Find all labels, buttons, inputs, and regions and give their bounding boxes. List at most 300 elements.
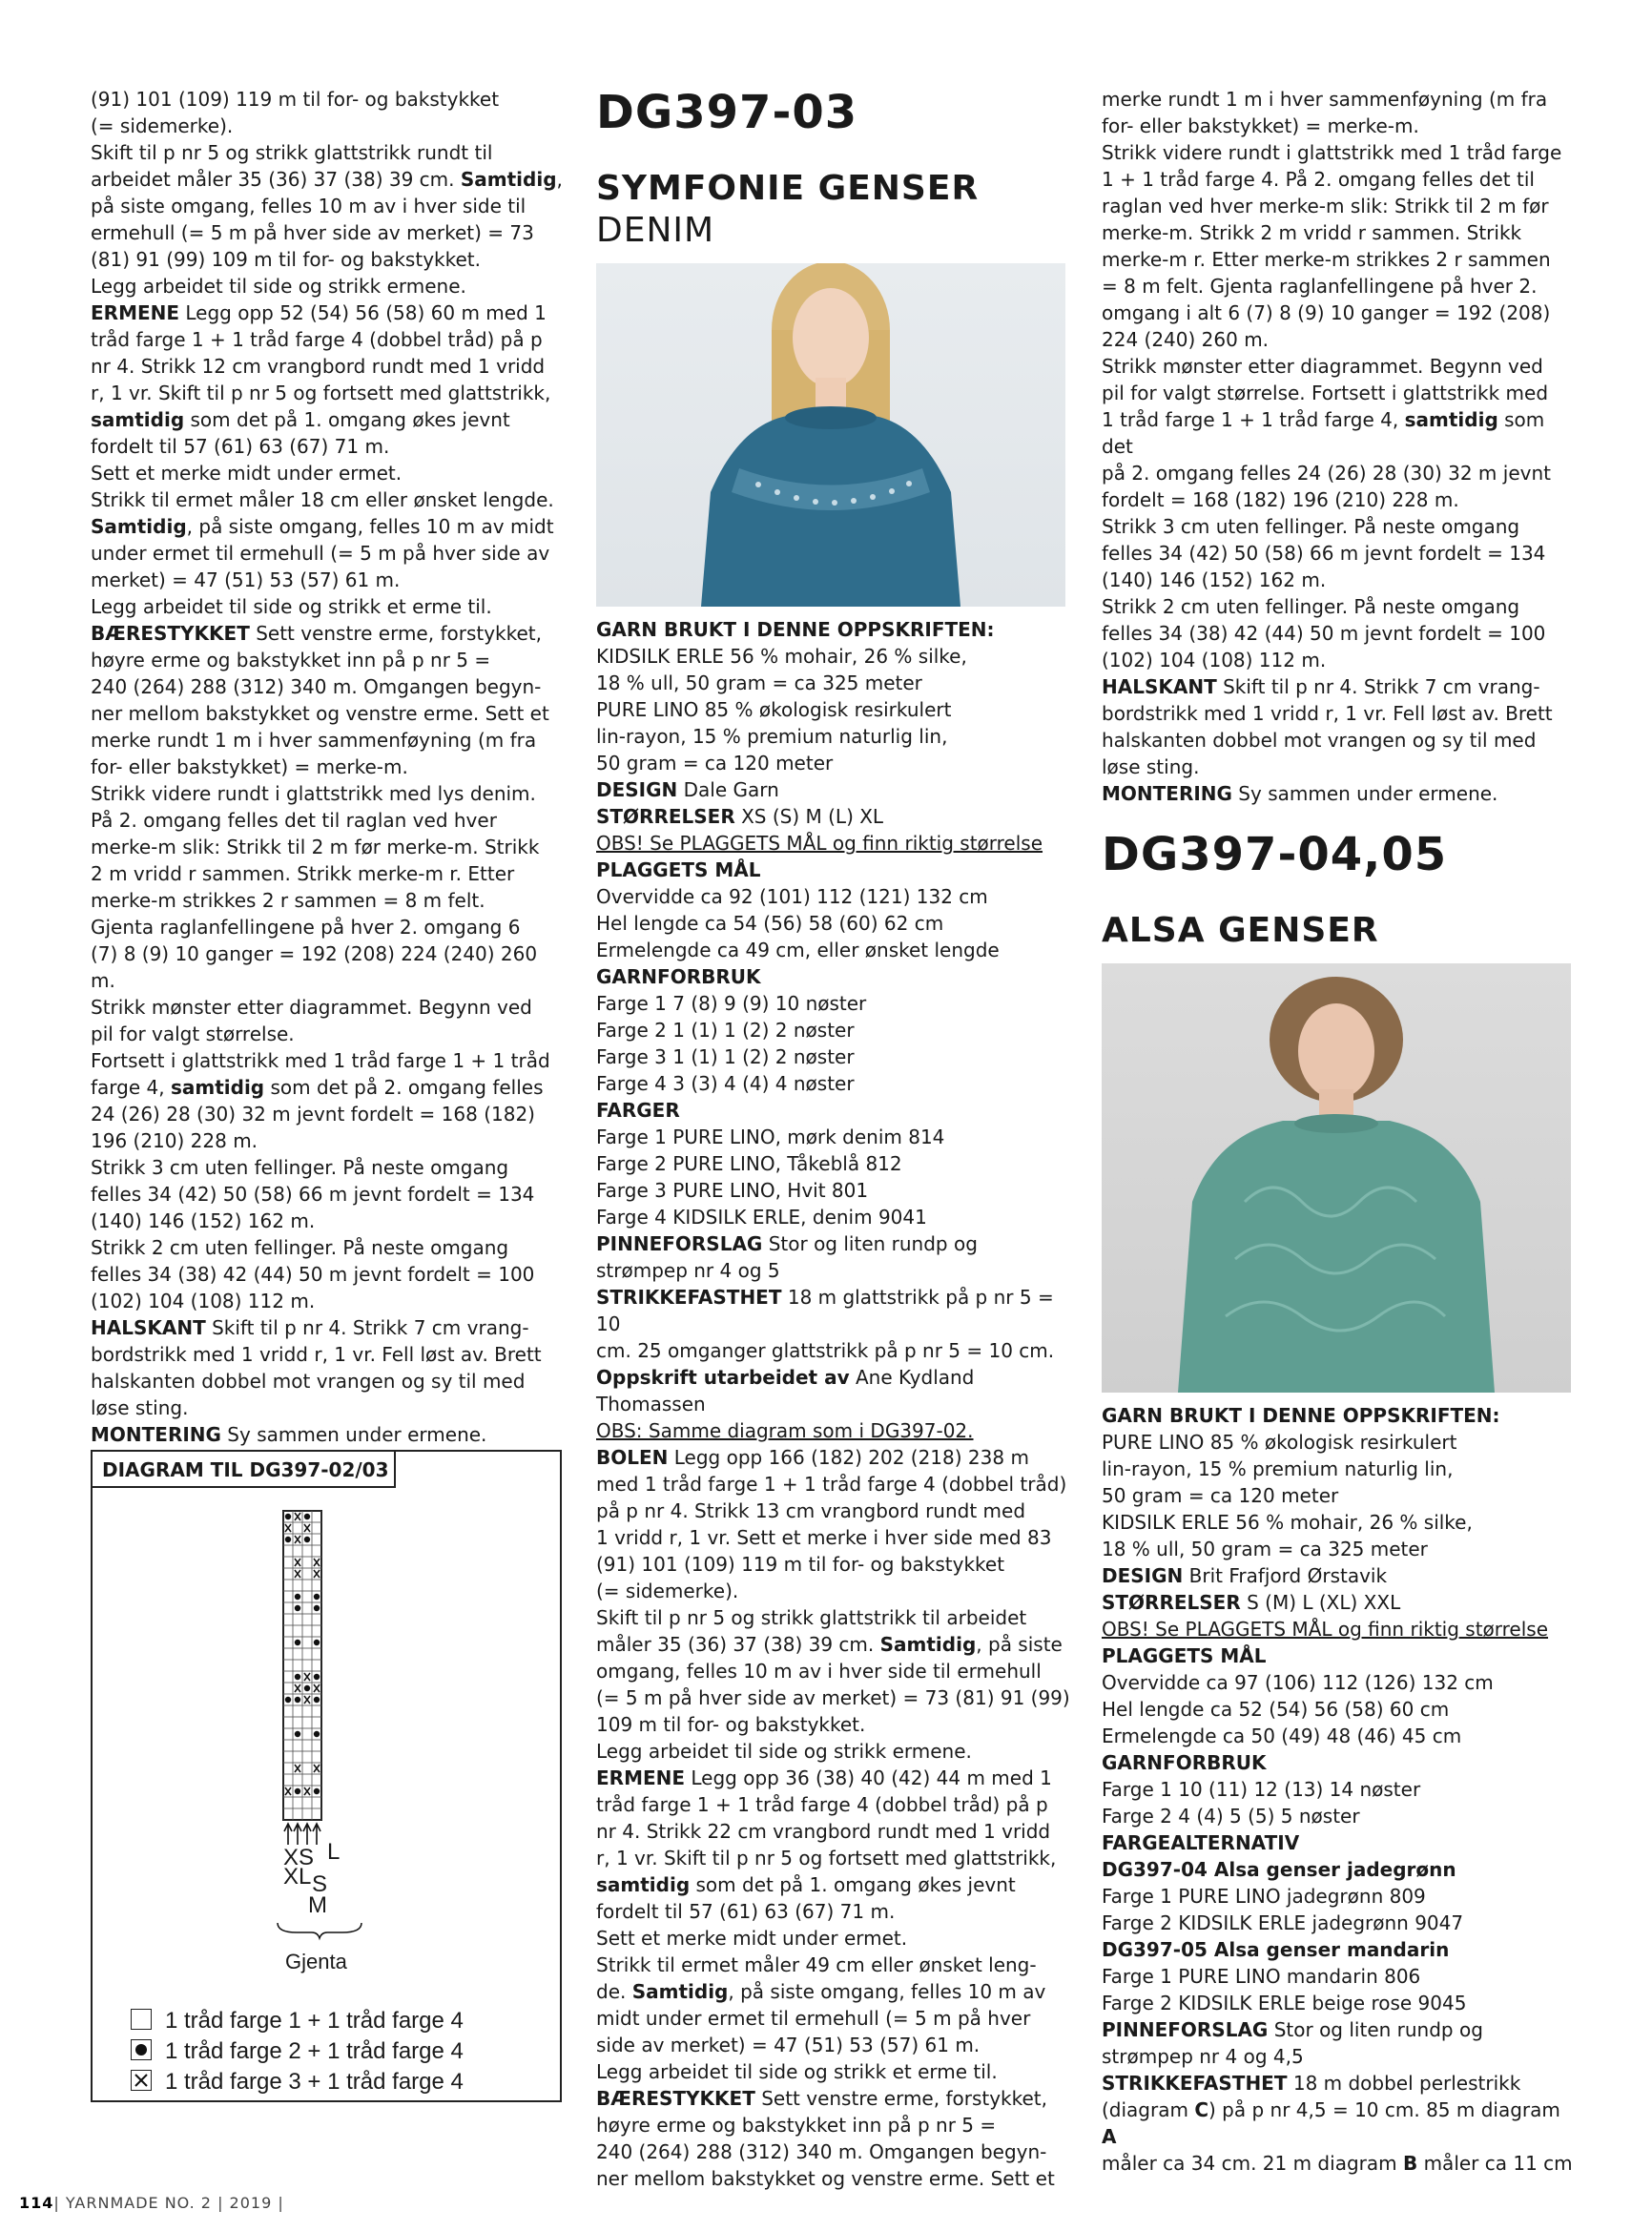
chart-cell xyxy=(283,1717,293,1728)
text-line: Skift til p nr 5 og strikk glattstrikk til arbeidet xyxy=(596,1606,1027,1629)
text-line: fordelt = 168 (182) 196 (210) 228 m. xyxy=(1102,488,1459,511)
text-line: måler ca 34 cm. 21 m diagram B måler ca 11 cm xyxy=(1102,2152,1573,2175)
text-line: OBS: Samme diagram som i DG397-02. xyxy=(596,1419,974,1442)
chart-cell xyxy=(283,1591,293,1602)
pattern-info-text-alsa xyxy=(1102,1402,1579,2177)
chart-cell xyxy=(283,1671,293,1683)
text-line: OBS! Se PLAGGETS MÅL og finn riktig størrelse xyxy=(1102,1618,1549,1641)
chart-cross xyxy=(304,1673,310,1681)
chart-dot xyxy=(304,1537,310,1542)
text-line: Farge 4 KIDSILK ERLE, denim 9041 xyxy=(596,1206,927,1229)
text-line: 1 tråd farge 1 + 1 tråd farge 4, samtidig som det xyxy=(1102,408,1545,458)
size-label-xs: XS xyxy=(283,1845,315,1870)
chart-cell xyxy=(302,1602,312,1614)
chart-cross xyxy=(314,1684,320,1692)
chart-dot xyxy=(314,1640,320,1645)
text-line: samtidig som det på 1. omgang økes jevnt xyxy=(91,408,510,431)
text-line: Strikk 3 cm uten fellinger. På neste omgang xyxy=(1102,515,1520,538)
text-line: (102) 104 (108) 112 m. xyxy=(91,1290,316,1312)
text-line: arbeidet måler 35 (36) 37 (38) 39 cm. Samtidig, xyxy=(91,168,563,191)
text-line: halskanten dobbel mot vrangen og sy til med xyxy=(91,1370,526,1393)
chart-cell xyxy=(283,1568,293,1580)
chart-dot xyxy=(314,1594,320,1600)
chart-cell xyxy=(293,1580,302,1591)
text-line: Sett et merke midt under ermet. xyxy=(91,462,403,485)
text-line: lin-rayon, 15 % premium naturlig lin, xyxy=(1102,1457,1454,1480)
text-line: Legg arbeidet til side og strikk ermene. xyxy=(596,1740,972,1763)
text-line: Farge 3 1 (1) 1 (2) 2 nøster xyxy=(596,1045,855,1068)
text-line: Ermelengde ca 50 (49) 48 (46) 45 cm xyxy=(1102,1725,1462,1747)
text-line: under ermet til ermehull (= 5 m på hver side av xyxy=(91,542,550,565)
chart-cell xyxy=(302,1808,312,1820)
chart-cell xyxy=(283,1763,293,1774)
chart-cell xyxy=(293,1614,302,1625)
text-line: Legg arbeidet til side og strikk et erme til. xyxy=(596,2060,998,2083)
text-line: Farge 2 PURE LINO, Tåkeblå 812 xyxy=(596,1152,902,1175)
text-line: STRIKKEFASTHET 18 m glattstrikk på p nr 5 = 10 xyxy=(596,1286,1054,1335)
text-line: MONTERING Sy sammen under ermene. xyxy=(91,1423,487,1446)
chart-cell xyxy=(283,1705,293,1717)
text-line: (81) 91 (99) 109 m til for- og bakstykket. xyxy=(91,248,481,271)
text-line: OBS! Se PLAGGETS MÅL og finn riktig størrelse xyxy=(596,832,1043,855)
chart-cell xyxy=(302,1751,312,1763)
chart-cell xyxy=(283,1648,293,1660)
text-line: måler 35 (36) 37 (38) 39 cm. Samtidig, på siste xyxy=(596,1633,1063,1656)
text-line: DESIGN Brit Frafjord Ørstavik xyxy=(1102,1564,1388,1587)
chart-cell xyxy=(293,1705,302,1717)
text-line: Strikk 3 cm uten fellinger. På neste omgang xyxy=(91,1156,509,1179)
legend-item-2: 1 tråd farge 2 + 1 tråd farge 4 xyxy=(131,2037,464,2066)
chart-cross xyxy=(295,1513,300,1520)
chart-cell xyxy=(283,1557,293,1568)
text-line: 50 gram = ca 120 meter xyxy=(596,752,834,775)
text-line: merke rundt 1 m i hver sammenføyning (m fra xyxy=(91,729,537,752)
text-line: Hel lengde ca 54 (56) 58 (60) 62 cm xyxy=(596,912,944,935)
chart-cell xyxy=(302,1763,312,1774)
chart-cell xyxy=(283,1683,293,1694)
chart-cell xyxy=(312,1522,321,1534)
chart-cell xyxy=(283,1580,293,1591)
text-line: pil for valgt størrelse. xyxy=(91,1023,295,1045)
chart-cell xyxy=(293,1522,302,1534)
text-line: Farge 2 4 (4) 5 (5) 5 nøster xyxy=(1102,1805,1360,1828)
chart-cross xyxy=(314,1559,320,1566)
text-line: nr 4. Strikk 22 cm vrangbord rundt med 1 vridd xyxy=(596,1820,1051,1843)
text-line: DESIGN Dale Garn xyxy=(596,778,779,801)
chart-cross xyxy=(285,1787,291,1795)
chart-cell xyxy=(312,1580,321,1591)
text-line: (7) 8 (9) 10 ganger = 192 (208) 224 (240) 260 m. xyxy=(91,942,538,992)
text-line: Farge 2 1 (1) 1 (2) 2 nøster xyxy=(596,1019,855,1042)
text-line: merke-m. Strikk 2 m vridd r sammen. Strikk xyxy=(1102,221,1522,244)
text-line: STØRRELSER XS (S) M (L) XL xyxy=(596,805,884,828)
chart-cell xyxy=(293,1660,302,1671)
chart-cross xyxy=(285,1524,291,1532)
chart-dot xyxy=(295,1605,300,1611)
text-line: lin-rayon, 15 % premium naturlig lin, xyxy=(596,725,948,748)
text-line: STRIKKEFASTHET 18 m dobbel perlestrikk xyxy=(1102,2072,1521,2095)
text-line: Strikk mønster etter diagrammet. Begynn ved xyxy=(91,996,532,1019)
chart-dot xyxy=(295,1731,300,1737)
text-line: fordelt til 57 (61) 63 (67) 71 m. xyxy=(91,435,390,458)
chart-cell xyxy=(302,1740,312,1751)
text-line: felles 34 (42) 50 (58) 66 m jevnt fordelt = 134 xyxy=(1102,542,1546,565)
text-line: farge 4, samtidig som det på 2. omgang felles xyxy=(91,1076,544,1099)
chart-cell xyxy=(302,1660,312,1671)
text-line: merke-m slik: Strikk til 2 m før merke-m. Strikk xyxy=(91,836,540,858)
text-line: Farge 3 PURE LINO, Hvit 801 xyxy=(596,1179,869,1202)
chart-cell xyxy=(293,1797,302,1808)
text-line: KIDSILK ERLE 56 % mohair, 26 % silke, xyxy=(596,645,967,668)
column-3 xyxy=(1102,86,1579,2177)
chart-dot xyxy=(295,1594,300,1600)
text-line: STØRRELSER S (M) L (XL) XXL xyxy=(1102,1591,1401,1614)
chart-cell xyxy=(312,1625,321,1637)
text-line: høyre erme og bakstykket inn på p nr 5 = xyxy=(91,649,491,671)
chart-cell xyxy=(302,1614,312,1625)
chart-cell xyxy=(283,1751,293,1763)
text-line: 1 + 1 tråd farge 4. På 2. omgang felles det til xyxy=(1102,168,1535,191)
text-line: Strikk mønster etter diagrammet. Begynn ved xyxy=(1102,355,1543,378)
chart-cell xyxy=(302,1625,312,1637)
chart-cross xyxy=(295,1559,300,1566)
text-line: Farge 1 10 (11) 12 (13) 14 nøster xyxy=(1102,1778,1421,1801)
chart-cell xyxy=(312,1797,321,1808)
text-line: (= 5 m på hver side av merket) = 73 (81) 91 (99) xyxy=(596,1686,1070,1709)
text-line: GARN BRUKT I DENNE OPPSKRIFTEN: xyxy=(1102,1404,1500,1427)
chart-cell xyxy=(283,1728,293,1740)
text-line: 224 (240) 260 m. xyxy=(1102,328,1270,351)
chart-cell xyxy=(302,1717,312,1728)
text-line: BÆRESTYKKET Sett venstre erme, forstykket, xyxy=(596,2087,1047,2110)
size-arrow xyxy=(294,1824,301,1845)
text-line: cm. 25 omganger glattstrikk på p nr 5 = 10 cm. xyxy=(596,1339,1055,1362)
chart-cell xyxy=(312,1717,321,1728)
text-line: KIDSILK ERLE 56 % mohair, 26 % silke, xyxy=(1102,1511,1473,1534)
text-line: PINNEFORSLAG Stor og liten rundp og xyxy=(596,1232,978,1255)
text-line: Strikk 2 cm uten fellinger. På neste omgang xyxy=(1102,595,1520,618)
text-line: for- eller bakstykket) = merke-m. xyxy=(91,755,408,778)
chart-cross xyxy=(295,1570,300,1578)
text-line: løse sting. xyxy=(1102,755,1200,778)
text-line: Legg arbeidet til side og strikk et erme til. xyxy=(91,595,492,618)
text-line: Farge 1 PURE LINO mandarin 806 xyxy=(1102,1965,1421,1988)
text-line: (= sidemerke). xyxy=(91,114,234,137)
text-line: 2 m vridd r sammen. Strikk merke-m r. Etter xyxy=(91,862,515,885)
text-line: Overvidde ca 92 (101) 112 (121) 132 cm xyxy=(596,885,988,908)
chart-cell xyxy=(283,1774,293,1786)
pattern-name-alsa: ALSA GENSER xyxy=(1102,911,1379,950)
text-line: Fortsett i glattstrikk med 1 tråd farge 1 + 1 tråd xyxy=(91,1049,550,1072)
text-line: 109 m til for- og bakstykket. xyxy=(596,1713,866,1736)
text-line: 240 (264) 288 (312) 340 m. Omgangen begyn- xyxy=(596,2140,1047,2163)
text-line: Strikk videre rundt i glattstrikk med lys denim. xyxy=(91,782,536,805)
text-line: med 1 tråd farge 1 + 1 tråd farge 4 (dobbel tråd) xyxy=(596,1473,1067,1496)
chart-cell xyxy=(283,1625,293,1637)
text-line: høyre erme og bakstykket inn på p nr 5 = xyxy=(596,2114,997,2137)
chart-cell xyxy=(312,1648,321,1660)
chart-cell xyxy=(312,1808,321,1820)
text-line: side av merket) = 47 (51) 53 (57) 61 m. xyxy=(596,2034,981,2056)
chart-cell xyxy=(293,1808,302,1820)
text-line: raglan ved hver merke-m slik: Strikk til 2 m før xyxy=(1102,195,1549,217)
chart-cell xyxy=(302,1797,312,1808)
text-line: Samtidig, på siste omgang, felles 10 m av midt xyxy=(91,515,554,538)
text-line: FARGER xyxy=(596,1099,680,1122)
chart-cell xyxy=(312,1545,321,1557)
chart-cell xyxy=(293,1751,302,1763)
chart-cell xyxy=(283,1545,293,1557)
chart-cell xyxy=(283,1797,293,1808)
text-line: 50 gram = ca 120 meter xyxy=(1102,1484,1339,1507)
text-line: pil for valgt størrelse. Fortsett i glattstrikk med xyxy=(1102,382,1549,404)
text-line: bordstrikk med 1 vridd r, 1 vr. Fell løst av. Brett xyxy=(91,1343,542,1366)
text-line: FARGEALTERNATIV xyxy=(1102,1831,1300,1854)
text-line: felles 34 (42) 50 (58) 66 m jevnt fordelt = 134 xyxy=(91,1183,535,1206)
column-1 xyxy=(91,86,568,1448)
chart-cell xyxy=(293,1717,302,1728)
pattern-info-text xyxy=(596,616,1073,2192)
text-line: GARN BRUKT I DENNE OPPSKRIFTEN: xyxy=(596,618,995,641)
text-line: bordstrikk med 1 vridd r, 1 vr. Fell løst av. Brett xyxy=(1102,702,1553,725)
text-line: Farge 2 KIDSILK ERLE beige rose 9045 xyxy=(1102,1992,1467,2014)
text-line: på p nr 4. Strikk 13 cm vrangbord rundt med xyxy=(596,1499,1026,1522)
chart-cell xyxy=(312,1534,321,1545)
chart-dot xyxy=(295,1674,300,1680)
text-line: ner mellom bakstykket og venstre erme. Sett et xyxy=(91,702,549,725)
text-line: GARNFORBRUK xyxy=(1102,1751,1267,1774)
chart-dot xyxy=(295,1788,300,1794)
text-line: PLAGGETS MÅL xyxy=(1102,1644,1267,1667)
text-line: ERMENE Legg opp 36 (38) 40 (42) 44 m med 1 xyxy=(596,1766,1052,1789)
size-label-s: S xyxy=(312,1871,328,1897)
text-line: PINNEFORSLAG Stor og liten rundp og xyxy=(1102,2018,1483,2041)
text-line: ermehull (= 5 m på hver side av merket) = 73 xyxy=(91,221,534,244)
text-line: PLAGGETS MÅL xyxy=(596,858,761,881)
text-line: DG397-05 Alsa genser mandarin xyxy=(1102,1938,1450,1961)
text-line: Farge 2 KIDSILK ERLE jadegrønn 9047 xyxy=(1102,1911,1464,1934)
chart-cross xyxy=(304,1524,310,1532)
dot-square-icon xyxy=(131,2039,152,2060)
text-line: Farge 4 3 (3) 4 (4) 4 nøster xyxy=(596,1072,855,1095)
chart-cell xyxy=(312,1660,321,1671)
chart-cross xyxy=(314,1570,320,1578)
chart-cell xyxy=(283,1808,293,1820)
size-arrow xyxy=(284,1824,292,1845)
chart-cross xyxy=(304,1696,310,1704)
pattern-id-dg397-03: DG397-03 xyxy=(596,86,858,139)
text-line: halskanten dobbel mot vrangen og sy til med xyxy=(1102,729,1537,752)
text-line: (140) 146 (152) 162 m. xyxy=(91,1209,316,1232)
text-line: samtidig som det på 1. omgang økes jevnt xyxy=(596,1873,1016,1896)
pattern-name: SYMFONIE GENSER xyxy=(596,169,980,208)
chart-dot xyxy=(295,1697,300,1703)
text-line: felles 34 (38) 42 (44) 50 m jevnt fordelt = 100 xyxy=(91,1263,535,1286)
diagram-box xyxy=(91,1450,562,2102)
instructions-text xyxy=(91,86,568,1448)
text-line: merke-m r. Etter merke-m strikkes 2 r sammen xyxy=(1102,248,1551,271)
text-line: Farge 1 7 (8) 9 (9) 10 nøster xyxy=(596,992,867,1015)
green-sweater-illustration xyxy=(1102,963,1571,1393)
text-line: Strikk til ermet måler 18 cm eller ønsket lengde. xyxy=(91,488,554,511)
text-line: Gjenta raglanfellingene på hver 2. omgang 6 xyxy=(91,916,521,939)
chart-dot xyxy=(304,1685,310,1691)
denim-sweater-illustration xyxy=(596,263,1065,607)
text-line: løse sting. xyxy=(91,1396,189,1419)
text-line: r, 1 vr. Skift til p nr 5 og fortsett med glattstrikk, xyxy=(91,382,551,404)
text-line: DG397-04 Alsa genser jadegrønn xyxy=(1102,1858,1456,1881)
chart-cell xyxy=(293,1774,302,1786)
chart-cell xyxy=(312,1751,321,1763)
empty-square-icon xyxy=(131,2009,152,2030)
pattern-id-dg397-04-05: DG397-04,05 xyxy=(1102,828,1448,881)
text-line: Oppskrift utarbeidet av Ane Kydland Thomassen xyxy=(596,1366,975,1415)
text-line: Overvidde ca 97 (106) 112 (126) 132 cm xyxy=(1102,1671,1494,1694)
chart-cell xyxy=(302,1648,312,1660)
legend-item-1: 1 tråd farge 1 + 1 tråd farge 4 xyxy=(131,2007,464,2035)
size-arrow xyxy=(303,1824,311,1845)
size-label-m: M xyxy=(308,1892,327,1918)
chart-dot xyxy=(314,1788,320,1794)
pattern-chart xyxy=(93,1452,556,2097)
size-label-xl: XL xyxy=(283,1864,312,1890)
text-line: 18 % ull, 50 gram = ca 325 meter xyxy=(596,671,922,694)
text-line: Skift til p nr 5 og strikk glattstrikk rundt til xyxy=(91,141,493,164)
chart-cell xyxy=(283,1740,293,1751)
repeat-label: Gjenta xyxy=(285,1950,347,1973)
text-line: Strikk til ermet måler 49 cm eller ønsket leng- xyxy=(596,1953,1037,1976)
text-line: 1 vridd r, 1 vr. Sett et merke i hver side med 83 xyxy=(596,1526,1052,1549)
text-line: midt under ermet til ermehull (= 5 m på hver xyxy=(596,2007,1031,2030)
text-line: strømpep nr 4 og 4,5 xyxy=(1102,2045,1304,2068)
chart-cell xyxy=(293,1625,302,1637)
text-line: Strikk videre rundt i glattstrikk med 1 tråd farge xyxy=(1102,141,1562,164)
chart-cell xyxy=(293,1545,302,1557)
size-label-l: L xyxy=(327,1839,341,1865)
legend-item-3: 1 tråd farge 3 + 1 tråd farge 4 xyxy=(131,2068,464,2097)
page-footer xyxy=(19,2194,284,2212)
chart-cell xyxy=(302,1580,312,1591)
chart-cell xyxy=(302,1637,312,1648)
text-line: strømpep nr 4 og 5 xyxy=(596,1259,780,1282)
chart-cell xyxy=(293,1740,302,1751)
text-line: PURE LINO 85 % økologisk resirkulert xyxy=(1102,1431,1457,1454)
text-line: PURE LINO 85 % økologisk resirkulert xyxy=(596,698,952,721)
chart-dot xyxy=(285,1537,291,1542)
text-line: 18 % ull, 50 gram = ca 325 meter xyxy=(1102,1538,1428,1560)
text-line: Legg arbeidet til side og strikk ermene. xyxy=(91,275,466,298)
text-line: 196 (210) 228 m. xyxy=(91,1129,258,1152)
chart-dot xyxy=(285,1514,291,1519)
chart-cross xyxy=(295,1684,300,1692)
text-line: Hel lengde ca 52 (54) 56 (58) 60 cm xyxy=(1102,1698,1450,1721)
text-line: Farge 1 PURE LINO jadegrønn 809 xyxy=(1102,1885,1426,1908)
text-line: merke rundt 1 m i hver sammenføyning (m fra xyxy=(1102,88,1548,111)
text-line: GARNFORBRUK xyxy=(596,965,761,988)
text-line: (102) 104 (108) 112 m. xyxy=(1102,649,1327,671)
chart-cell xyxy=(302,1774,312,1786)
chart-cell xyxy=(302,1557,312,1568)
cross-square-icon xyxy=(131,2070,152,2091)
text-line: ERMENE Legg opp 52 (54) 56 (58) 60 m med 1 xyxy=(91,301,547,324)
chart-dot xyxy=(314,1605,320,1611)
continued-instructions xyxy=(1102,86,1579,807)
text-line: merket) = 47 (51) 53 (57) 61 m. xyxy=(91,568,401,591)
chart-cell xyxy=(312,1774,321,1786)
chart-cell xyxy=(302,1728,312,1740)
chart-cross xyxy=(304,1787,310,1795)
text-line: de. Samtidig, på siste omgang, felles 10 m av xyxy=(596,1980,1046,2003)
text-line: omgang, felles 10 m av i hver side til ermehull xyxy=(596,1660,1042,1683)
chart-cell xyxy=(312,1740,321,1751)
text-line: 24 (26) 28 (30) 32 m jevnt fordelt = 168 (182) xyxy=(91,1103,535,1126)
chart-cell xyxy=(283,1660,293,1671)
page-number: 114 xyxy=(19,2194,54,2212)
text-line: Strikk 2 cm uten fellinger. På neste omgang xyxy=(91,1236,509,1259)
text-line: MONTERING Sy sammen under ermene. xyxy=(1102,782,1498,805)
size-arrow xyxy=(313,1824,320,1845)
text-line: HALSKANT Skift til p nr 4. Strikk 7 cm vrang- xyxy=(1102,675,1540,698)
text-line: BÆRESTYKKET Sett venstre erme, forstykket, xyxy=(91,622,542,645)
text-line: merke-m strikkes 2 r sammen = 8 m felt. xyxy=(91,889,485,912)
text-line: omgang i alt 6 (7) 8 (9) 10 ganger = 192 (208) xyxy=(1102,301,1551,324)
magazine-info: | YARNMADE NO. 2 | 2019 | xyxy=(53,2194,284,2212)
chart-cell xyxy=(283,1614,293,1625)
chart-cell xyxy=(302,1591,312,1602)
text-line: = 8 m felt. Gjenta raglanfellingene på hver 2. xyxy=(1102,275,1538,298)
text-line: (140) 146 (152) 162 m. xyxy=(1102,568,1327,591)
text-line: (= sidemerke). xyxy=(596,1580,739,1602)
repeat-brace xyxy=(278,1923,361,1938)
chart-cell xyxy=(283,1637,293,1648)
model-photo-denim xyxy=(596,263,1065,607)
chart-cell xyxy=(302,1545,312,1557)
text-line: HALSKANT Skift til p nr 4. Strikk 7 cm vrang- xyxy=(91,1316,529,1339)
text-line: tråd farge 1 + 1 tråd farge 4 (dobbel tråd) på p xyxy=(91,328,543,351)
chart-cell xyxy=(312,1705,321,1717)
pattern-variant: DENIM xyxy=(596,211,715,250)
chart-dot xyxy=(295,1640,300,1645)
text-line: På 2. omgang felles det til raglan ved hver xyxy=(91,809,497,832)
text-line: Ermelengde ca 49 cm, eller ønsket lengde xyxy=(596,939,1000,961)
text-line: tråd farge 1 + 1 tråd farge 4 (dobbel tråd) på p xyxy=(596,1793,1048,1816)
text-line: Sett et merke midt under ermet. xyxy=(596,1927,908,1950)
chart-cross xyxy=(295,1536,300,1543)
text-line: (91) 101 (109) 119 m til for- og bakstykket xyxy=(596,1553,1005,1576)
model-photo-green xyxy=(1102,963,1571,1393)
chart-dot xyxy=(314,1731,320,1737)
text-line: (diagram C) på p nr 4,5 = 10 cm. 85 m diagram A xyxy=(1102,2098,1560,2148)
chart-dot xyxy=(304,1514,310,1519)
chart-cell xyxy=(302,1705,312,1717)
chart-dot xyxy=(314,1674,320,1680)
column-2 xyxy=(596,86,1073,2192)
chart-dot xyxy=(285,1697,291,1703)
text-line: nr 4. Strikk 12 cm vrangbord rundt med 1 vridd xyxy=(91,355,546,378)
text-line: på 2. omgang felles 24 (26) 28 (30) 32 m jevnt xyxy=(1102,462,1551,485)
chart-cell xyxy=(283,1602,293,1614)
text-line: 240 (264) 288 (312) 340 m. Omgangen begyn- xyxy=(91,675,542,698)
chart-dot xyxy=(314,1697,320,1703)
text-line: på siste omgang, felles 10 m av i hver side til xyxy=(91,195,527,217)
text-line: fordelt til 57 (61) 63 (67) 71 m. xyxy=(596,1900,896,1923)
chart-cell xyxy=(293,1648,302,1660)
text-line: BOLEN Legg opp 166 (182) 202 (218) 238 m xyxy=(596,1446,1029,1469)
text-line: felles 34 (38) 42 (44) 50 m jevnt fordelt = 100 xyxy=(1102,622,1546,645)
chart-cell xyxy=(312,1511,321,1522)
chart-cell xyxy=(302,1568,312,1580)
chart-cell xyxy=(312,1614,321,1625)
